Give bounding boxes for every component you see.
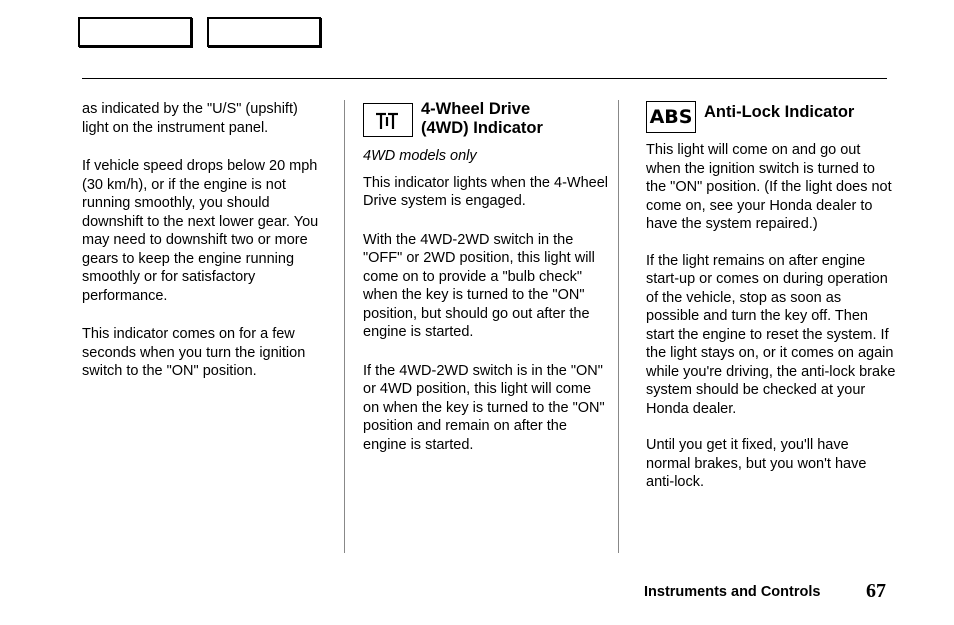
section-heading: Anti-Lock Indicator [704, 103, 855, 121]
paragraph: If the 4WD-2WD switch is in the "ON" or 4WD position, this light will come on when the key is turned to the "ON" position and remain on after the engine is started. [363, 362, 605, 453]
paragraph: If the light remains on after engine start-up or comes on during operation of the vehicle, stop as soon as possible and turn the key off. Then start the engine to reset the system. If the light stays on, or it comes on again while you're driving, the anti-lock brake system should be checked at your Honda dealer. [646, 252, 896, 417]
abs-indicator-icon: ABS [646, 101, 696, 133]
paragraph: If vehicle speed drops below 20 mph (30 km/h), or if the engine is not running smoothly, you should downshift to the next lower gear. You may need to downshift two or more gears to keep the engine running smoothly or for satisfactory performance. [82, 158, 319, 304]
paragraph: Until you get it fixed, you'll have normal brakes, but you won't have anti-lock. [646, 437, 867, 490]
section-subtitle: 4WD models only [363, 148, 477, 164]
section-header-abs [646, 100, 896, 133]
paragraph: This indicator comes on for a few seconds when you turn the ignition switch to the "ON" position. [82, 326, 306, 379]
nav-button-next[interactable] [207, 17, 321, 47]
section-header-4wd [363, 100, 611, 138]
nav-button-previous[interactable] [78, 17, 192, 47]
page-number: 67 [866, 580, 886, 602]
paragraph: With the 4WD-2WD switch in the "OFF" or 2WD position, this light will come on to provide a "bulb check" when the key is turned to the "ON" position, but should go out after the engine is started. [363, 231, 595, 340]
footer-section-title: Instruments and Controls [644, 584, 821, 600]
column-left [82, 100, 328, 395]
column-divider [344, 100, 345, 553]
header-rule [82, 78, 887, 79]
column-divider [618, 100, 619, 553]
4wd-indicator-icon [363, 103, 413, 137]
section-heading: 4-Wheel Drive (4WD) Indicator [421, 100, 543, 137]
paragraph: This indicator lights when the 4-Wheel Drive system is engaged. [363, 174, 609, 209]
column-middle [363, 100, 611, 468]
paragraph: This light will come on and go out when the ignition switch is turned to the "ON" position. (If the light does not come on, see your Honda dealer to have the system repaired.) [646, 142, 892, 232]
paragraph: as indicated by the "U/S" (upshift) light on the instrument panel. [82, 101, 298, 136]
column-right [646, 100, 896, 506]
